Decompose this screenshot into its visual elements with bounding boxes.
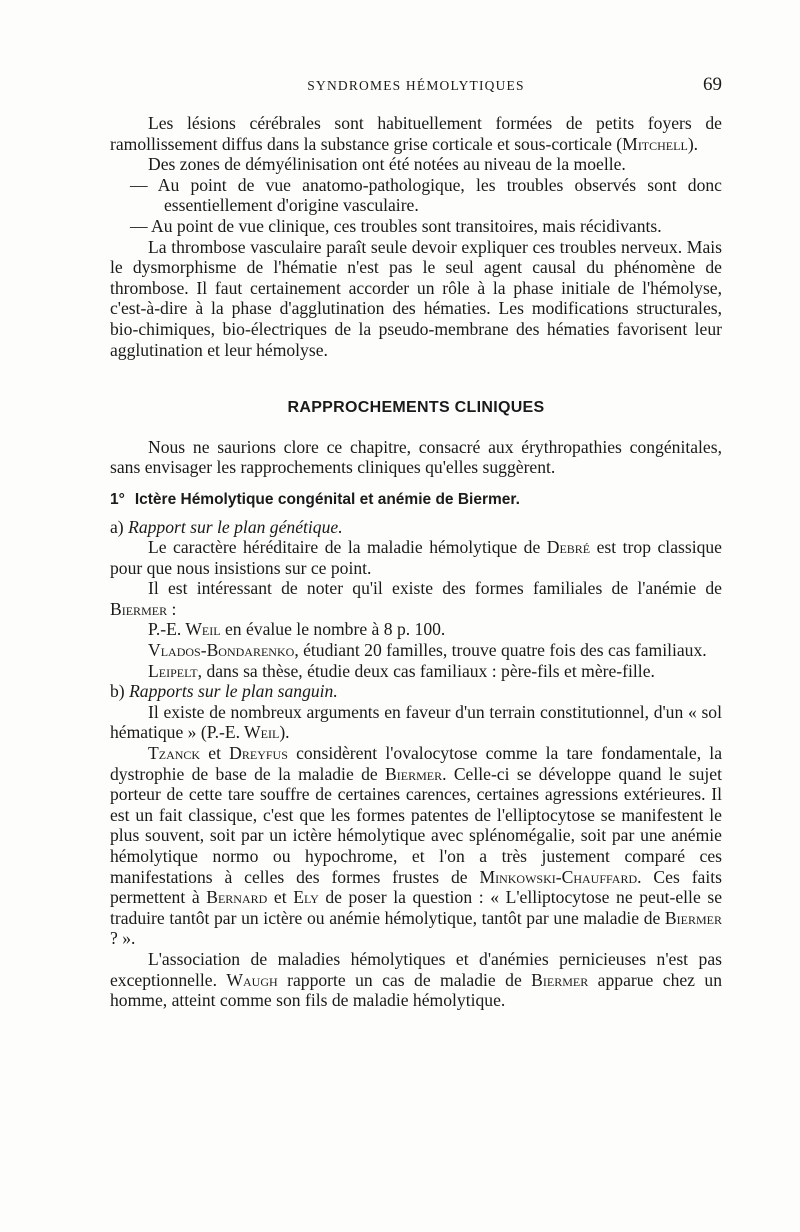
author-name: Biermer: [664, 907, 722, 928]
page-body: [110, 113, 722, 1011]
author-name: Biermer: [385, 763, 443, 784]
author-name: Waugh: [226, 969, 278, 990]
paragraph-debre: Le caractère héréditaire de la maladie hémolytique de Debré est trop classique pour que nous insistions sur ce point.: [110, 537, 722, 578]
paragraph-terrain: Il existe de nombreux arguments en faveur d'un terrain constitutionnel, d'un « sol hématique » (P.-E. Weil).: [110, 701, 722, 743]
author-name: Tzanck: [148, 743, 201, 764]
author-name: P.-E. Weil: [206, 722, 280, 743]
paragraph-section-intro: Nous ne saurions clore ce chapitre, consacré aux érythropathies congénitales, sans envisager les rapprochements cliniques qu'elles suggèrent.: [110, 436, 722, 478]
subheading-1: [110, 490, 722, 511]
paragraph-association: L'association de maladies hémolytiques et d'anémies pernicieuses n'est pas exceptionnelle. Waugh rapporte un cas de maladie de Biermer apparue chez un homme, atteint comme son fils de maladie hémolytique.: [110, 948, 722, 1011]
dash-item-clinique: — Au point de vue clinique, ces troubles sont transitoires, mais récidivants.: [130, 215, 662, 236]
running-title: SYNDROMES HÉMOLYTIQUES: [307, 78, 525, 93]
author-name: Vlados-Bondarenko: [148, 640, 295, 661]
running-head: [110, 74, 722, 98]
author-name: P.-E. Weil: [148, 619, 221, 640]
paragraph-formes-familiales: Il est intéressant de noter qu'il existe des formes familiales de l'anémie de Biermer :: [110, 578, 722, 619]
author-name: Ely: [293, 887, 319, 908]
paragraph-thrombose: La thrombose vasculaire paraît seule devoir expliquer ces troubles nerveux. Mais le dysmorphisme de l'hématie n'est pas le seul agent causal du phénomène de thrombose. Il faut certainement accorder un rôle à la phase initiale de l'hémolyse, c'est-à-dire à la phase d'agglutination des hématies. Les modifications structurales, bio-chimiques, bio-électriques de la pseudo-membrane des hématies favorisent leur agglutination et leur hémolyse.: [110, 236, 722, 360]
dash-item-anatomo: — Au point de vue anatomo-pathologique, les troubles observés sont donc essentiellement d'origine vasculaire.: [130, 174, 722, 216]
author-name: Biermer: [110, 598, 168, 619]
author-name: Biermer: [531, 969, 589, 990]
paragraph-vlados: Vlados-Bondarenko, étudiant 20 familles, trouve quatre fois des cas familiaux.: [148, 640, 707, 661]
paragraph-demyelinisation: Des zones de démyélinisation ont été notées au niveau de la moelle.: [148, 154, 626, 175]
paragraph-lesions: Les lésions cérébrales sont habituellement formées de petits foyers de ramollissement diffus dans la substance grise corticale et sous-corticale (Mitchell).: [110, 113, 722, 154]
author-name: Leipelt: [148, 660, 198, 681]
author-name: Minkowski-Chauffard: [479, 866, 638, 887]
subheading-number: 1°: [110, 490, 125, 508]
subsection-b-title: b) Rapports sur le plan sanguin.: [110, 681, 338, 702]
author-name: Mitchell: [622, 133, 688, 154]
author-name: Dreyfus: [229, 743, 288, 764]
page-number: 69: [703, 74, 722, 95]
subheading-text: Ictère Hémolytique congénital et anémie de Biermer.: [134, 490, 520, 508]
author-name: Bernard: [206, 887, 268, 908]
paragraph-weil: P.-E. Weil en évalue le nombre à 8 p. 100.: [148, 619, 446, 640]
section-title: RAPPROCHEMENTS CLINIQUES: [287, 399, 545, 417]
paragraph-leipelt: Leipelt, dans sa thèse, étudie deux cas familiaux : père-fils et mère-fille.: [148, 660, 655, 681]
paragraph-ovalocytose: Tzanck et Dreyfus considèrent l'ovalocytose comme la tare fondamentale, la dystrophie de base de la maladie de Biermer. Celle-ci se développe quand le sujet porteur de cette tare souffre de certaines carences, certaines agressions extérieures. Il est un fait classique, c'est que les formes patentes de l'elliptocytose se manifestent le plus souvent, soit par un ictère hémolytique avec splénomégalie, soit par une anémie hémolytique normo ou hypochrome, et l'on a très justement comparé ces manifestations à celles des formes frustes de Minkowski-Chauffard. Ces faits permettent à Bernard et Ely de poser la question : « L'elliptocytose ne peut-elle se traduire tantôt par un ictère ou anémie hémolytique, tantôt par une maladie de Biermer ? ».: [110, 743, 723, 949]
subsection-a-title: a) Rapport sur le plan génétique.: [110, 516, 343, 537]
author-name: Debré: [546, 537, 591, 558]
